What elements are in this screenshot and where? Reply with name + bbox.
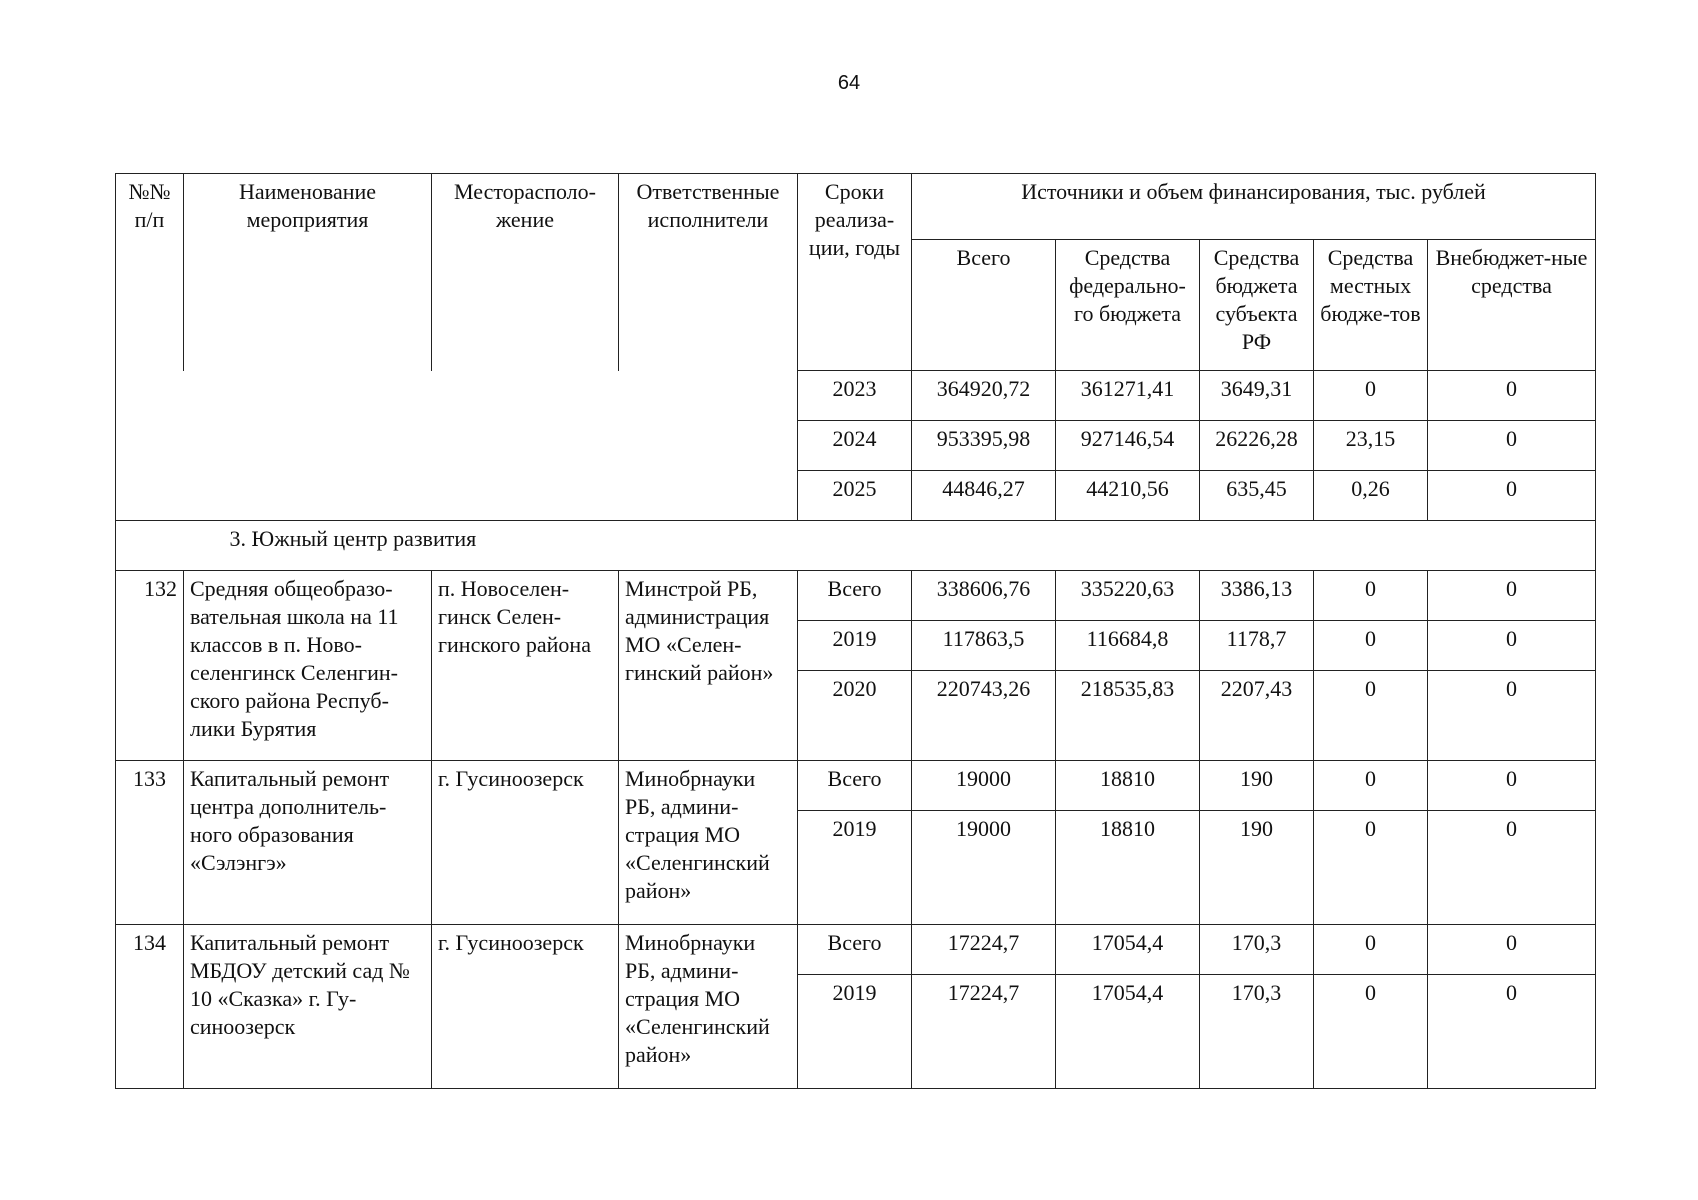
- item-responsible: Минобрнауки РБ, админи-страция МО «Селенгинский район»: [619, 761, 798, 925]
- cell-extra: 0: [1428, 671, 1596, 761]
- cell-federal: 17054,4: [1056, 975, 1200, 1089]
- table-row: [116, 761, 1596, 811]
- cell-subject: 2207,43: [1200, 671, 1314, 761]
- col-header-federal: Средства федерально-го бюджета: [1056, 240, 1200, 371]
- cell-local: 0: [1314, 925, 1428, 975]
- cell-extra: 0: [1428, 421, 1596, 471]
- cell-extra: 0: [1428, 371, 1596, 421]
- item-number: 133: [116, 761, 184, 925]
- cell-extra: 0: [1428, 621, 1596, 671]
- cell-period: Всего: [798, 761, 912, 811]
- table-row: [116, 571, 1596, 621]
- item-number: 132: [116, 571, 184, 761]
- cell-total: 17224,7: [912, 975, 1056, 1089]
- cell-subject: 170,3: [1200, 975, 1314, 1089]
- cell-extra: 0: [1428, 925, 1596, 975]
- page-number: 64: [837, 72, 861, 94]
- table-row: [116, 371, 1596, 421]
- col-header-name: Наименование мероприятия: [184, 174, 432, 371]
- cell-extra: 0: [1428, 471, 1596, 521]
- header-row: [116, 174, 1596, 240]
- item-location: г. Гусиноозерск: [432, 925, 619, 1089]
- col-header-total: Всего: [912, 240, 1056, 371]
- cell-total: 953395,98: [912, 421, 1056, 471]
- cell-period: 2019: [798, 975, 912, 1089]
- cell-total: 364920,72: [912, 371, 1056, 421]
- cell-subject: 190: [1200, 811, 1314, 925]
- cell-federal: 17054,4: [1056, 925, 1200, 975]
- financing-table: [115, 173, 1596, 1089]
- cell-total: 19000: [912, 811, 1056, 925]
- section-spacer: [116, 521, 184, 571]
- item-number: 134: [116, 925, 184, 1089]
- cell-local: 0: [1314, 571, 1428, 621]
- cell-subject: 26226,28: [1200, 421, 1314, 471]
- col-header-num: №№ п/п: [116, 174, 184, 371]
- cell-federal: 44210,56: [1056, 471, 1200, 521]
- table-row: [116, 925, 1596, 975]
- cell-total: 17224,7: [912, 925, 1056, 975]
- cell-federal: 218535,83: [1056, 671, 1200, 761]
- continuation-blank: [116, 371, 798, 521]
- cell-federal: 361271,41: [1056, 371, 1200, 421]
- cell-federal: 335220,63: [1056, 571, 1200, 621]
- section-row: [116, 521, 1596, 571]
- cell-period: 2019: [798, 811, 912, 925]
- cell-period: 2019: [798, 621, 912, 671]
- item-name: Капитальный ремонт МБДОУ детский сад № 10 «Сказка» г. Гу-синоозерск: [184, 925, 432, 1089]
- cell-total: 220743,26: [912, 671, 1056, 761]
- cell-federal: 18810: [1056, 761, 1200, 811]
- cell-extra: 0: [1428, 811, 1596, 925]
- cell-local: 23,15: [1314, 421, 1428, 471]
- cell-local: 0,26: [1314, 471, 1428, 521]
- item-responsible: Минобрнауки РБ, админи-страция МО «Селенгинский район»: [619, 925, 798, 1089]
- item-name: Средняя общеобразо-вательная школа на 11 классов в п. Ново-селенгинск Селенгин-ского района Респуб-лики Бурятия: [184, 571, 432, 761]
- col-header-location: Месторасполо-жение: [432, 174, 619, 371]
- cell-subject: 3649,31: [1200, 371, 1314, 421]
- item-location: п. Новоселен-гинск Селен-гинского района: [432, 571, 619, 761]
- item-responsible: Минстрой РБ, администрация МО «Селен-гинский район»: [619, 571, 798, 761]
- col-header-financing: Источники и объем финансирования, тыс. рублей: [912, 174, 1596, 240]
- cell-local: 0: [1314, 671, 1428, 761]
- cell-federal: 927146,54: [1056, 421, 1200, 471]
- cell-local: 0: [1314, 761, 1428, 811]
- cell-period: 2025: [798, 471, 912, 521]
- col-header-extra: Внебюджет-ные средства: [1428, 240, 1596, 371]
- cell-period: Всего: [798, 925, 912, 975]
- col-header-responsible: Ответственные исполнители: [619, 174, 798, 371]
- cell-subject: 3386,13: [1200, 571, 1314, 621]
- cell-period: 2020: [798, 671, 912, 761]
- col-header-local: Средства местных бюдже-тов: [1314, 240, 1428, 371]
- cell-extra: 0: [1428, 571, 1596, 621]
- cell-subject: 1178,7: [1200, 621, 1314, 671]
- cell-period: 2024: [798, 421, 912, 471]
- item-name: Капитальный ремонт центра дополнитель-ного образования «Сэлэнгэ»: [184, 761, 432, 925]
- cell-local: 0: [1314, 621, 1428, 671]
- col-header-period: Сроки реализа-ции, годы: [798, 174, 912, 371]
- item-location: г. Гусиноозерск: [432, 761, 619, 925]
- cell-local: 0: [1314, 811, 1428, 925]
- cell-subject: 170,3: [1200, 925, 1314, 975]
- cell-extra: 0: [1428, 761, 1596, 811]
- cell-extra: 0: [1428, 975, 1596, 1089]
- cell-subject: 190: [1200, 761, 1314, 811]
- cell-total: 19000: [912, 761, 1056, 811]
- cell-federal: 18810: [1056, 811, 1200, 925]
- cell-federal: 116684,8: [1056, 621, 1200, 671]
- section-title: 3. Южный центр развития: [184, 521, 1596, 571]
- cell-period: Всего: [798, 571, 912, 621]
- cell-total: 44846,27: [912, 471, 1056, 521]
- cell-local: 0: [1314, 371, 1428, 421]
- cell-total: 117863,5: [912, 621, 1056, 671]
- cell-subject: 635,45: [1200, 471, 1314, 521]
- cell-local: 0: [1314, 975, 1428, 1089]
- cell-period: 2023: [798, 371, 912, 421]
- col-header-subject: Средства бюджета субъекта РФ: [1200, 240, 1314, 371]
- cell-total: 338606,76: [912, 571, 1056, 621]
